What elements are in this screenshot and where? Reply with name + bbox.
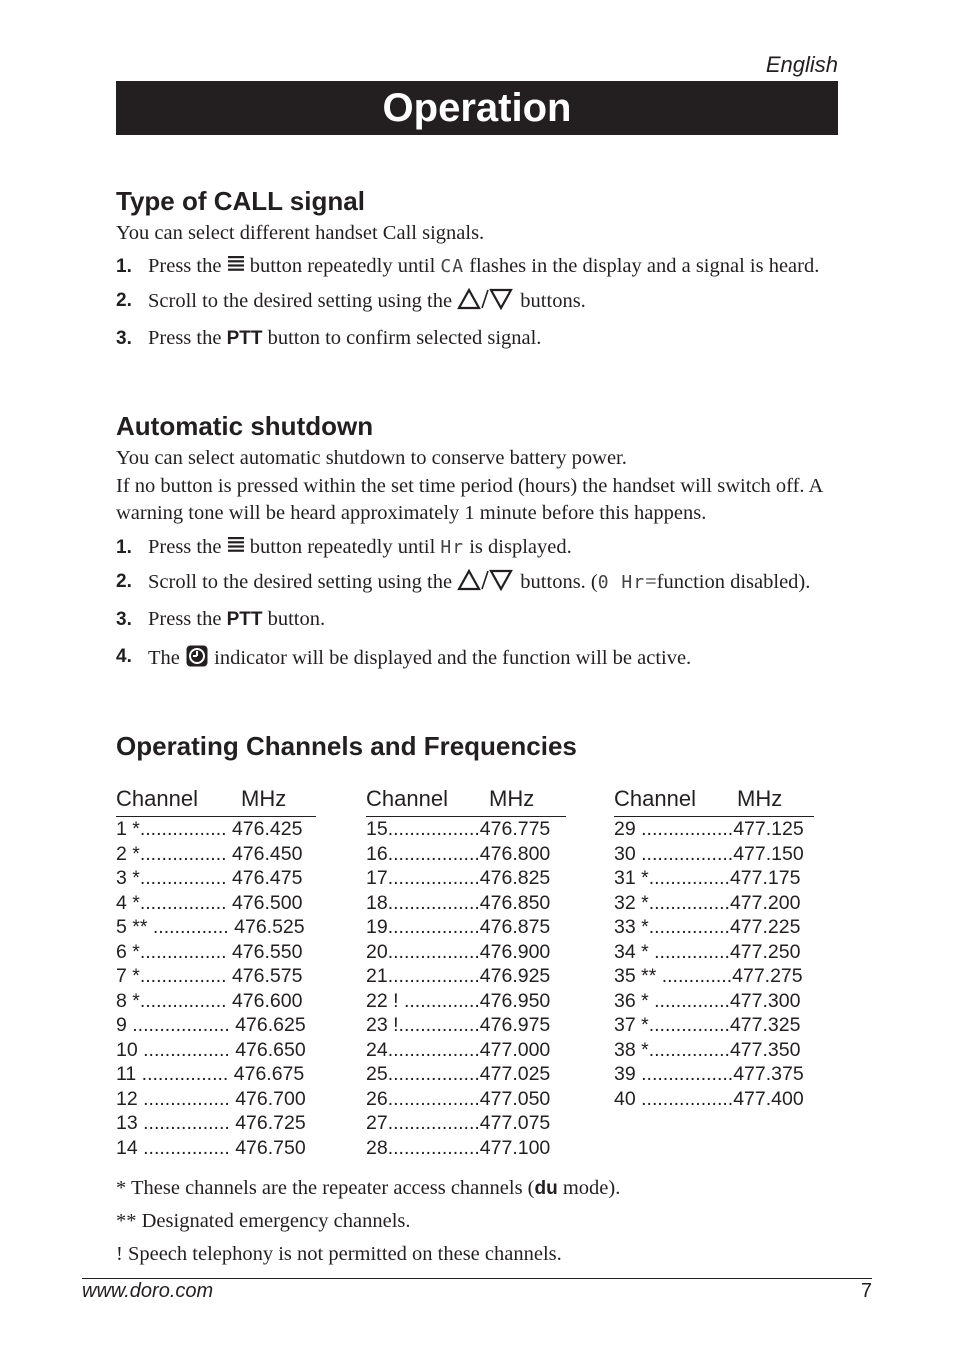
channel-row: 8 *................ 476.600 [116,989,303,1012]
shutdown-step-3: 3. Press the PTT button. [116,608,326,631]
channel-row: 2 *................ 476.450 [116,842,303,865]
auto-shutdown-section [116,411,838,675]
menu-icon [227,254,245,279]
footnote-repeater: * These channels are the repeater access channels (du mode). [116,1177,621,1199]
channel-row: 10 ................ 476.650 [116,1038,306,1061]
lcd-text: 0 Hr [597,572,646,594]
column-header: Channel MHz [614,786,814,817]
footer-divider [82,1278,872,1279]
shutdown-step-4: 4. The indicator will be displayed and the function will be active. [116,644,838,675]
menu-icon [227,535,245,560]
channel-row: 5 ** .............. 476.525 [116,916,305,938]
channel-row: 15.................476.775 [366,818,551,840]
channel-row: 18.................476.850 [366,891,551,914]
step-number: 2. [116,290,132,312]
timer-icon [185,644,209,675]
language-label: English [765,52,838,77]
step-number: 1. [116,255,132,277]
channel-row: 29 .................477.125 [614,818,804,840]
channel-row: 14 ................ 476.750 [116,1136,306,1159]
channel-row: 12 ................ 476.700 [116,1087,306,1110]
channel-row: 17.................476.825 [366,867,551,889]
call-signal-section [116,186,838,351]
call-step-2: 2. Scroll to the desired setting using the buttons. [116,288,838,317]
channel-row: 21.................476.925 [366,965,551,987]
column-header: Channel MHz [116,786,316,817]
channel-column-1 [116,786,316,1160]
channel-row: 1 *................ 476.425 [116,818,303,840]
channel-row: 6 *................ 476.550 [116,940,303,963]
channel-row: 3 *................ 476.475 [116,867,303,889]
step-number: 1. [116,536,132,558]
call-step-1: 1. Press the button repeatedly until CA flashes in the display and a signal is heard. [116,254,838,280]
footnote-speech: ! Speech telephony is not permitted on these channels. [116,1243,562,1265]
channel-row: 26.................477.050 [366,1087,551,1110]
lcd-text: Hr [440,536,465,558]
step-number: 4. [116,646,132,668]
call-signal-heading: Type of CALL signal [116,186,365,216]
channel-row: 37 *...............477.325 [614,1014,801,1036]
shutdown-step-2: 2. Scroll to the desired setting using the buttons. (0 Hr=function disabled). [116,569,838,598]
channel-row: 27.................477.075 [366,1112,551,1134]
footnote-emergency: ** Designated emergency channels. [116,1210,411,1232]
channel-row: 38 *...............477.350 [614,1038,801,1061]
up-down-arrows-icon [457,569,515,598]
channel-column-2 [366,786,566,1160]
auto-shutdown-intro-1: You can select automatic shutdown to conserve battery power. [116,447,627,469]
channel-row: 11 ................ 476.675 [116,1063,305,1085]
channel-column-3 [614,786,814,1111]
footer-url: www.doro.com [82,1280,214,1302]
channel-row: 22 ! ..............476.950 [366,989,551,1012]
channel-row: 39 .................477.375 [614,1063,804,1085]
step-number: 3. [116,609,132,631]
channel-row: 31 *...............477.175 [614,867,801,889]
channel-row: 7 *................ 476.575 [116,965,303,987]
call-step-3: 3. Press the PTT button to confirm selected signal. [116,327,542,350]
channel-row: 34 * ..............477.250 [614,940,801,963]
up-down-arrows-icon [457,288,515,317]
channel-row: 9 .................. 476.625 [116,1014,306,1036]
channel-row: 25.................477.025 [366,1063,551,1085]
channel-row: 13 ................ 476.725 [116,1112,306,1134]
channel-row: 24.................477.000 [366,1038,551,1061]
column-header: Channel MHz [366,786,566,817]
auto-shutdown-intro-2: If no button is pressed within the set time period (hours) the handset will switch off. A warning tone will be heard approximately 1 minute before this happens. [116,474,823,524]
channel-row: 40 .................477.400 [614,1087,804,1110]
shutdown-step-1: 1. Press the button repeatedly until Hr is displayed. [116,535,838,561]
page-number: 7 [860,1280,872,1302]
channel-row: 35 ** .............477.275 [614,965,803,987]
lcd-text: CA [440,255,465,277]
page-title: Operation [116,81,838,135]
channel-row: 28.................477.100 [366,1136,551,1159]
step-number: 2. [116,571,132,593]
footnotes [116,1176,838,1275]
call-signal-intro: You can select different handset Call signals. [116,222,485,244]
channel-row: 30 .................477.150 [614,842,804,865]
channel-row: 33 *...............477.225 [614,916,801,938]
channel-row: 19.................476.875 [366,916,551,938]
step-number: 3. [116,328,132,350]
channel-row: 23 !...............476.975 [366,1014,551,1036]
channels-section [116,731,838,765]
channel-row: 4 *................ 476.500 [116,891,303,914]
channels-heading: Operating Channels and Frequencies [116,731,577,761]
channel-row: 36 * ..............477.300 [614,989,801,1012]
channel-row: 16.................476.800 [366,842,551,865]
auto-shutdown-heading: Automatic shutdown [116,411,374,441]
channel-row: 20.................476.900 [366,940,551,963]
channel-row: 32 *...............477.200 [614,891,801,914]
